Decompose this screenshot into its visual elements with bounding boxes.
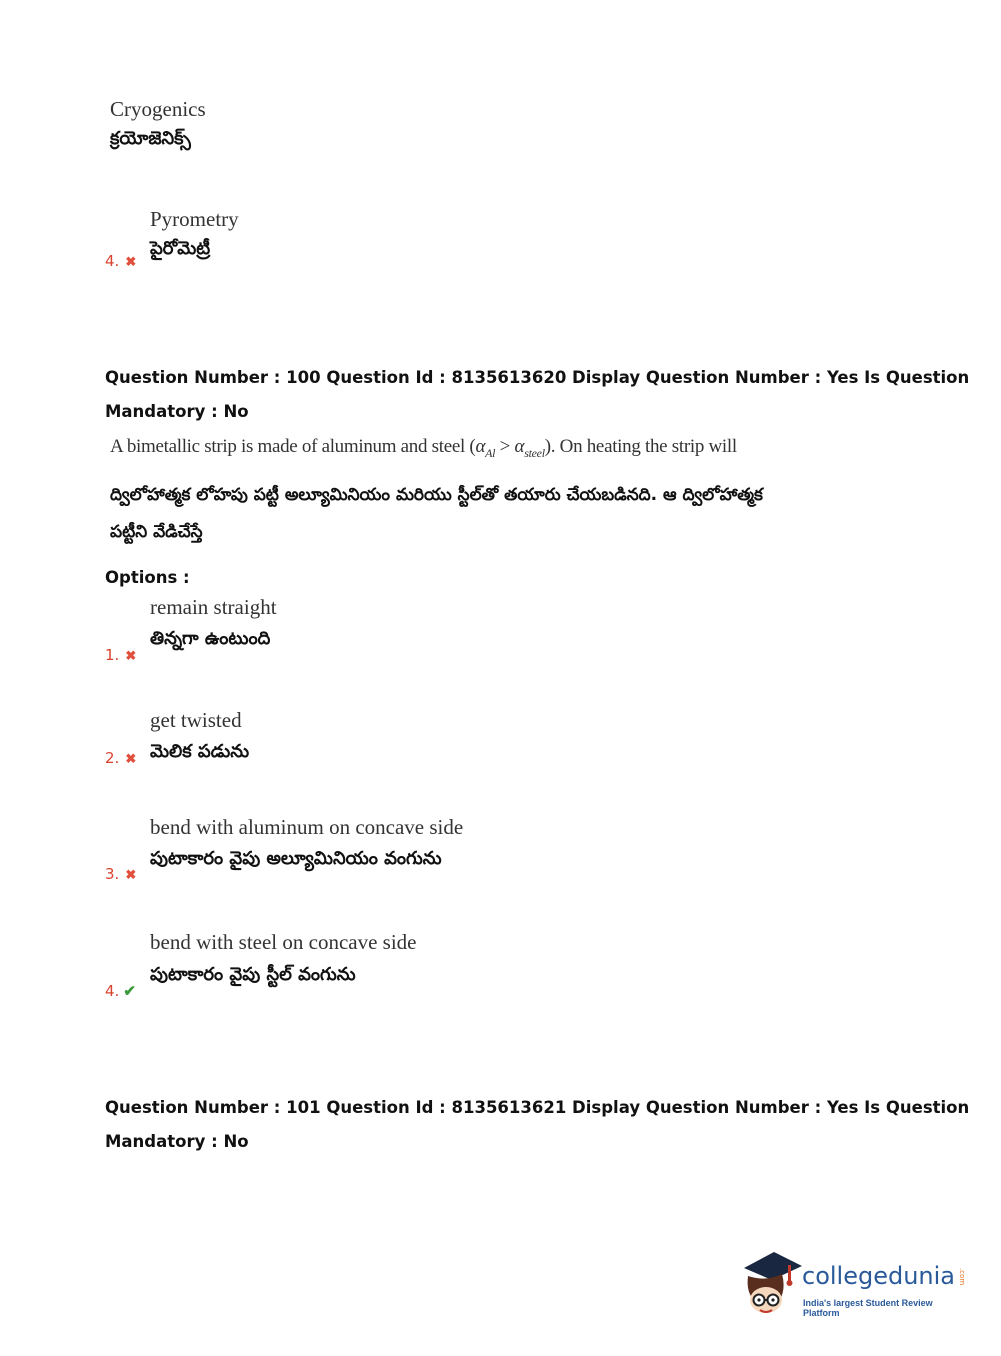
wrong-mark-icon: ✖	[125, 751, 137, 766]
option-4-label	[105, 982, 136, 1001]
option-2-label	[105, 749, 136, 768]
option-2-english: get twisted	[150, 708, 242, 732]
logo-suffix: .com	[958, 1268, 966, 1286]
option-number: 1.	[105, 646, 120, 664]
option-1-label	[105, 646, 136, 665]
prev-option3-english: Cryogenics	[110, 97, 206, 121]
wrong-mark-icon: ✖	[125, 254, 137, 269]
subscript-steel: steel	[524, 445, 545, 460]
question-stem-telugu-line2: పట్టీని వేడిచేస్తే	[110, 522, 203, 542]
stem-text: A bimetallic strip is made of aluminum and steel (	[110, 436, 476, 457]
option-4-english: bend with steel on concave side	[150, 930, 417, 954]
prev-option4-label	[105, 252, 136, 271]
student-mascot-icon	[740, 1248, 802, 1318]
subscript-al: Al	[485, 445, 496, 460]
option-4-telugu: పుటాకారం వైపు స్టీల్ వంగును	[150, 964, 356, 985]
logo-wordmark: collegedunia	[802, 1262, 956, 1290]
greater-than: >	[495, 436, 515, 457]
option-number: 4.	[105, 252, 120, 270]
question-stem-english	[110, 436, 737, 461]
question-mandatory: Mandatory : No	[105, 402, 249, 421]
collegedunia-logo	[740, 1248, 970, 1320]
option-3-english: bend with aluminum on concave side	[150, 815, 464, 839]
option-1-telugu: తిన్నగా ఉంటుంది	[150, 628, 271, 649]
wrong-mark-icon: ✖	[125, 867, 137, 882]
question-header: Question Number : 100 Question Id : 8135613620 Display Question Number : Yes Is Question	[105, 368, 970, 387]
option-number: 4.	[105, 982, 120, 1000]
correct-check-icon: ✔	[123, 983, 136, 1000]
options-label: Options :	[105, 568, 190, 587]
prev-option4-telugu: పైరోమెట్రీ	[150, 238, 211, 259]
question-stem-telugu-line1: ద్విలోహాత్మక లోహపు పట్టీ అల్యూమినియం మరియు స్టీల్‌తో తయారు చేయబడినది. ఆ ద్విలోహాత్మక	[110, 485, 763, 505]
prev-option3-telugu: క్రయోజెనిక్స్	[110, 128, 191, 149]
wrong-mark-icon: ✖	[125, 648, 137, 663]
prev-option4-english: Pyrometry	[150, 207, 239, 231]
option-3-label	[105, 865, 136, 884]
question-mandatory: Mandatory : No	[105, 1132, 249, 1151]
alpha-symbol: α	[514, 436, 525, 457]
logo-tagline: India's largest Student Review Platform	[803, 1298, 933, 1318]
option-number: 2.	[105, 749, 120, 767]
option-1-english: remain straight	[150, 595, 277, 619]
option-number: 3.	[105, 865, 120, 883]
option-3-telugu: పుటాకారం వైపు అల్యూమినియం వంగును	[150, 848, 442, 869]
stem-text: ). On heating the strip will	[544, 436, 737, 457]
question-header: Question Number : 101 Question Id : 8135613621 Display Question Number : Yes Is Question	[105, 1098, 970, 1117]
alpha-symbol: α	[475, 436, 486, 457]
option-2-telugu: మెలిక పడును	[150, 741, 250, 762]
